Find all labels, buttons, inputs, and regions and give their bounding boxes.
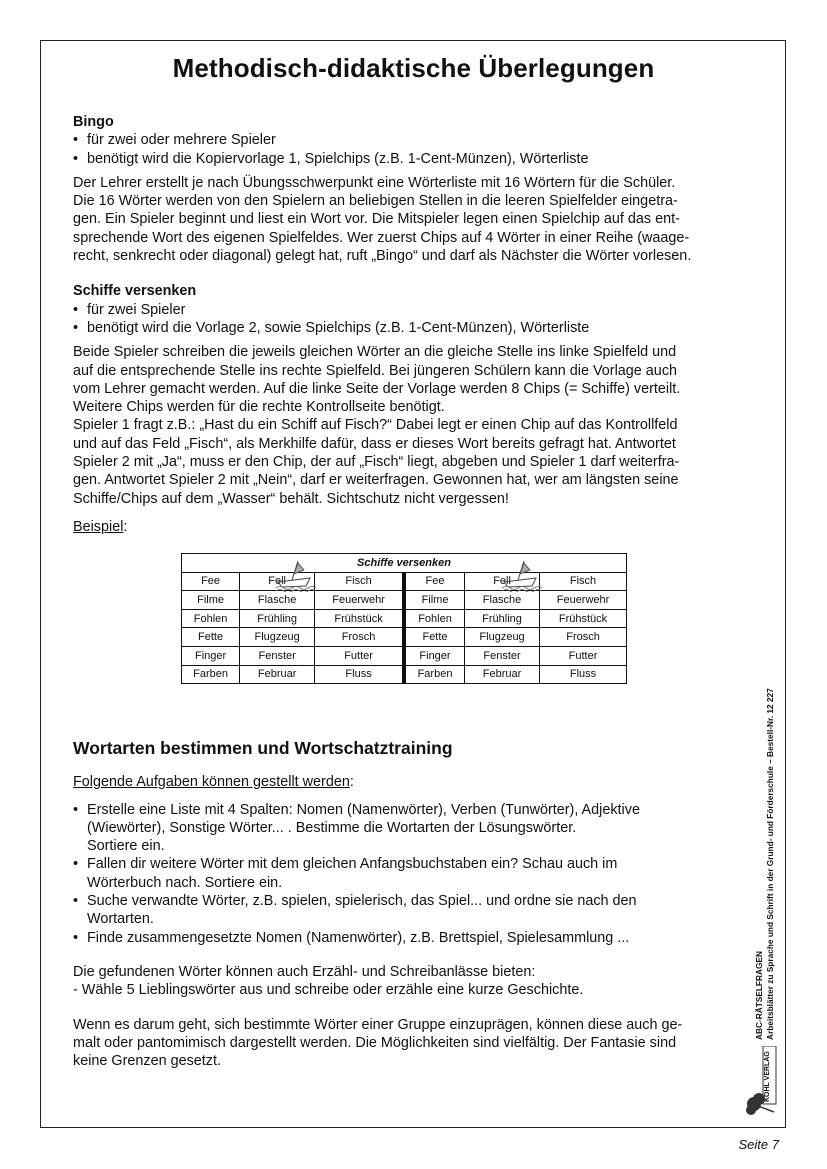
table-cell: Frühstück	[315, 609, 404, 628]
sidebar-text	[754, 688, 775, 1040]
sidebar-line: Arbeitsblätter zu Sprache und Schrift in der Grund- und Förderschule – Bestell-Nr. 12 227	[764, 688, 775, 1040]
table-row	[182, 665, 627, 684]
schiffe-bullet-text: für zwei Spieler	[87, 301, 186, 318]
example-label-text: Beispiel	[73, 518, 124, 535]
text-line: Spieler 1 fragt z.B.: „Hast du ein Schiff auf Fisch?“ Dabei legt er einen Chip auf das Kontrollfeld	[73, 417, 678, 434]
publisher-logo-text: KOHL VERLAG	[764, 1051, 771, 1102]
page-number: Seite 7	[738, 1137, 779, 1152]
table-cell: Frühling	[240, 609, 315, 628]
bingo-bullet: • benötigt wird die Kopiervorlage 1, Spielchips (z.B. 1-Cent-Münzen), Wörterliste	[73, 150, 589, 167]
table-cell: Finger	[182, 646, 240, 665]
text-line: Weitere Chips werden für die rechte Kontrollseite benötigt.	[73, 399, 445, 416]
schiffe-bullet: • für zwei Spieler	[73, 301, 186, 318]
text-line: und auf das Feld „Fisch“, als Merkhilfe dafür, dass er dieses Wort bereits gefragt hat. Antwortet	[73, 435, 676, 452]
example-label	[73, 518, 737, 536]
text-line: Schiffe/Chips auf dem „Wasser“ behält. Sichtschutz nicht vergessen!	[73, 490, 509, 507]
table-cell: Februar	[465, 665, 540, 684]
table-cell: Fisch	[315, 572, 404, 591]
ship-icon	[500, 558, 542, 592]
task-item: • Erstelle eine Liste mit 4 Spalten: Nomen (Namenwörter), Verben (Tunwörter), Adjektive (Wiewörter), Sonstige Wörter... . Bestimme die Wortarten der Lösungswörter. Sortiere ein.	[73, 801, 737, 856]
text-line: Die gefundenen Wörter können auch Erzähl- und Schreibanlässe bieten:	[73, 963, 536, 980]
table-cell: Februar	[240, 665, 315, 684]
wortarten-section	[73, 739, 737, 1070]
table-cell: Fisch	[540, 572, 627, 591]
table-header	[182, 554, 627, 573]
table-cell: Fee	[404, 572, 465, 591]
table-cell: Fette	[182, 628, 240, 647]
table-cell: Feuerwehr	[315, 591, 404, 610]
closing-text	[73, 1016, 737, 1071]
text-line: Wortarten.	[87, 911, 154, 928]
text-line: gen. Antwortet Spieler 2 mit „Nein“, darf er weiterfragen. Gewonnen hat, wer am längsten seine	[73, 472, 679, 489]
tasks-intro-text: Folgende Aufgaben können gestellt werden	[73, 774, 350, 791]
table-row	[182, 572, 627, 591]
table-cell: Frosch	[540, 628, 627, 647]
table-row	[182, 628, 627, 647]
schiffe-bullet: • benötigt wird die Vorlage 2, sowie Spielchips (z.B. 1-Cent-Münzen), Wörterliste	[73, 319, 590, 336]
text-line: gen. Ein Spieler beginnt und liest ein Wort vor. Die Mitspieler legen einen Spielchip auf das ent-	[73, 211, 680, 228]
text-line: Wörterbuch nach. Sortiere ein.	[87, 874, 283, 891]
table-cell: Filme	[182, 591, 240, 610]
schiffe-heading: Schiffe versenken	[73, 283, 197, 300]
table-cell: Fette	[404, 628, 465, 647]
text-line: Der Lehrer erstellt je nach Übungsschwerpunkt eine Wörterliste mit 16 Wörtern für die Schüler.	[73, 174, 676, 191]
table-cell: Frosch	[315, 628, 404, 647]
table-cell: Flasche	[465, 591, 540, 610]
text-line: vom Lehrer gemacht werden. Auf die linke Seite der Vorlage werden 8 Chips (= Schiffe) verteilt.	[73, 380, 681, 397]
task-item: • Finde zusammengesetzte Nomen (Namenwörter), z.B. Brettspiel, Spielesammlung ...	[73, 929, 737, 947]
table-cell: Farben	[404, 665, 465, 684]
wortarten-heading: Wortarten bestimmen und Wortschatztraining	[73, 738, 453, 758]
schiffe-versenken-table	[181, 553, 627, 684]
text-line: Finde zusammengesetzte Nomen (Namenwörter), z.B. Brettspiel, Spielesammlung ...	[87, 929, 630, 946]
task-item: • Fallen dir weitere Wörter mit dem gleichen Anfangsbuchstaben ein? Schau auch im Wörterbuch nach. Sortiere ein.	[73, 855, 737, 892]
text-line: Erstelle eine Liste mit 4 Spalten: Nomen (Namenwörter), Verben (Tunwörter), Adjektive	[87, 801, 640, 818]
table-cell: Frühling	[465, 609, 540, 628]
schiffe-bullet-text: benötigt wird die Vorlage 2, sowie Spielchips (z.B. 1-Cent-Münzen), Wörterliste	[87, 319, 590, 336]
text-line: Die 16 Wörter werden von den Spielern an beliebigen Stellen in die leeren Spielfelder eingetra-	[73, 193, 678, 210]
publisher-logo	[744, 1046, 778, 1120]
tasks-intro	[73, 773, 737, 791]
table-cell: Frühstück	[540, 609, 627, 628]
table-cell: Fell	[465, 572, 540, 591]
tree-icon	[744, 1046, 778, 1120]
table-cell: Fohlen	[404, 609, 465, 628]
sidebar-line: ABC-RÄTSELFRAGEN	[754, 951, 764, 1040]
table-cell: Fell	[240, 572, 315, 591]
bingo-heading: Bingo	[73, 114, 114, 130]
text-line: sprechende Wort des eigenen Spielfeldes. Wer zuerst Chips auf 4 Wörter in einer Reihe (waage-	[73, 229, 690, 246]
table-cell: Fee	[182, 572, 240, 591]
text-line: (Wiewörter), Sonstige Wörter... . Bestimme die Wortarten der Lösungswörter.	[87, 819, 577, 836]
table-row	[182, 646, 627, 665]
text-line: Sortiere ein.	[87, 838, 165, 855]
text-line: Suche verwandte Wörter, z.B. spielen, spielerisch, das Spiel... und ordne sie nach den	[87, 893, 637, 910]
table-body	[182, 572, 627, 684]
text-line: Beide Spieler schreiben die jeweils gleichen Wörter an die gleiche Stelle ins linke Spielfeld und	[73, 344, 677, 361]
text-line: recht, senkrecht oder diagonal) gelegt hat, ruft „Bingo“ und darf als Nächster die Wörter vorlesen.	[73, 248, 692, 265]
table-cell: Fohlen	[182, 609, 240, 628]
task-item: • Suche verwandte Wörter, z.B. spielen, spielerisch, das Spiel... und ordne sie nach den Wortarten.	[73, 892, 737, 929]
sidebar-publisher-info	[744, 600, 784, 1050]
bingo-bullet-text: für zwei oder mehrere Spieler	[87, 132, 276, 149]
schiffe-text	[73, 343, 737, 508]
bingo-bullet-text: benötigt wird die Kopiervorlage 1, Spielchips (z.B. 1-Cent-Münzen), Wörterliste	[87, 150, 589, 167]
table-cell: Finger	[404, 646, 465, 665]
text-line: Fallen dir weitere Wörter mit dem gleichen Anfangsbuchstaben ein? Schau auch im	[87, 856, 618, 873]
table-cell: Farben	[182, 665, 240, 684]
table-cell: Flugzeug	[465, 628, 540, 647]
table-title: Schiffe versenken	[357, 556, 451, 569]
table-cell: Futter	[315, 646, 404, 665]
bingo-bullet: • für zwei oder mehrere Spieler	[73, 132, 276, 149]
table-cell: Fenster	[465, 646, 540, 665]
table-cell: Flasche	[240, 591, 315, 610]
table-cell: Feuerwehr	[540, 591, 627, 610]
text-line: auf die entsprechende Stelle ins rechte Spielfeld. Bei jüngeren Schülern kann die Vorlage auch	[73, 362, 678, 379]
table-cell: Futter	[540, 646, 627, 665]
text-line: - Wähle 5 Lieblingswörter aus und schreibe oder erzähle eine kurze Geschichte.	[73, 982, 584, 999]
table-cell: Filme	[404, 591, 465, 610]
table-row	[182, 591, 627, 610]
text-line: keine Grenzen gesetzt.	[73, 1053, 221, 1070]
table-row	[182, 609, 627, 628]
table-cell: Fenster	[240, 646, 315, 665]
main-content	[73, 113, 737, 536]
example-colon: :	[123, 518, 128, 535]
text-line: Spieler 2 mit „Ja“, muss er den Chip, der auf „Fisch“ liegt, abgeben und Spieler 1 darf weiterfra-	[73, 454, 680, 471]
tasks-intro-colon: :	[349, 774, 354, 791]
table-cell: Fluss	[315, 665, 404, 684]
ship-icon	[274, 558, 316, 592]
page-title: Methodisch-didaktische Überlegungen	[172, 53, 655, 83]
text-line: malt oder pantomimisch dargestellt werden. Die Möglichkeiten sind vielfältig. Der Fantasie sind	[73, 1034, 677, 1051]
bingo-text	[73, 174, 737, 265]
table-cell: Fluss	[540, 665, 627, 684]
table-cell: Flugzeug	[240, 628, 315, 647]
text-line: Wenn es darum geht, sich bestimmte Wörter einer Gruppe einzuprägen, können diese auch ge-	[73, 1016, 683, 1033]
